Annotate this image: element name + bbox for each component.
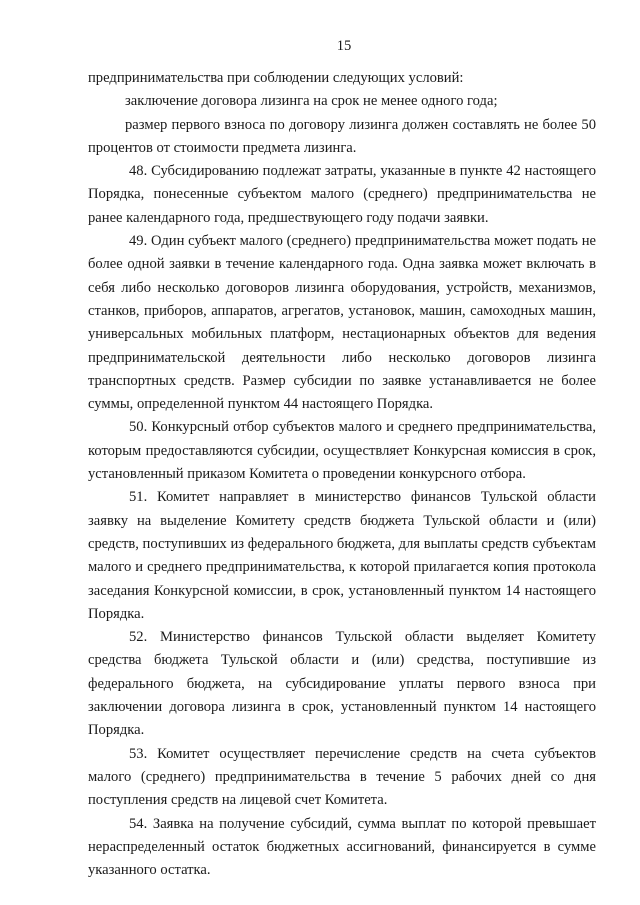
clause-54: 54. Заявка на получение субсидий, сумма выплат по которой превышает нераспределенный остаток бюджетных ассигнований, финансируется в сумме указанного остатка. [88, 815, 596, 879]
clause-51: 51. Комитет направляет в министерство финансов Тульской области заявку на выделение Комитету средств бюджета Тульской области и (или) средств, поступивших из федерального бюджета, для выплаты средств субъектам малого и среднего предпринимательства, к которой прилагается копия протокола заседания Конкурсной комиссии, в срок, установленный пунктом 14 настоящего Порядка. [88, 489, 596, 622]
clause-49: 49. Один субъект малого (среднего) предпринимательства может подать не более одной заявки в течение календарного года. Одна заявка может включать в себя либо несколько договоров лизинга оборудования, устройств, механизмов, станков, приборов, аппаратов, агрегатов, установок, машин, самоходных машин, универсальных мобильных платформ, нестационарных объектов для ведения предпринимательской деятельности либо несколько договоров лизинга транспортных средств. Размер субсидии по заявке устанавливается не более суммы, определенной пунктом 44 настоящего Порядка. [88, 233, 596, 413]
clause-50: 50. Конкурсный отбор субъектов малого и среднего предпринимательства, которым предоставляются субсидии, осуществляет Конкурсная комиссия в срок, установленный приказом Комитета о проведении конкурсного отбора. [88, 419, 596, 483]
condition-lease-term: заключение договора лизинга на срок не менее одного года; [125, 93, 498, 110]
document-page [88, 36, 596, 882]
condition-first-payment: размер первого взноса по договору лизинга должен составлять не более 50 процентов от стоимости предмета лизинга. [88, 116, 596, 156]
clause-52: 52. Министерство финансов Тульской области выделяет Комитету средства бюджета Тульской области и (или) средства, поступившие из федерального бюджета, на субсидирование уплаты первого взноса при заключении договора лизинга в срок, установленный пунктом 14 настоящего Порядка. [88, 629, 596, 739]
clause-53: 53. Комитет осуществляет перечисление средств на счета субъектов малого (среднего) предпринимательства в течение 5 рабочих дней со дня поступления средств на лицевой счет Комитета. [88, 745, 596, 809]
paragraph-continuation: предпринимательства при соблюдении следующих условий: [88, 70, 464, 86]
clause-48: 48. Субсидированию подлежат затраты, указанные в пункте 42 настоящего Порядка, понесенные субъектом малого (среднего) предпринимательства не ранее календарного года, предшествующего году подачи заявки. [88, 163, 596, 226]
page-number: 15 [336, 38, 352, 54]
